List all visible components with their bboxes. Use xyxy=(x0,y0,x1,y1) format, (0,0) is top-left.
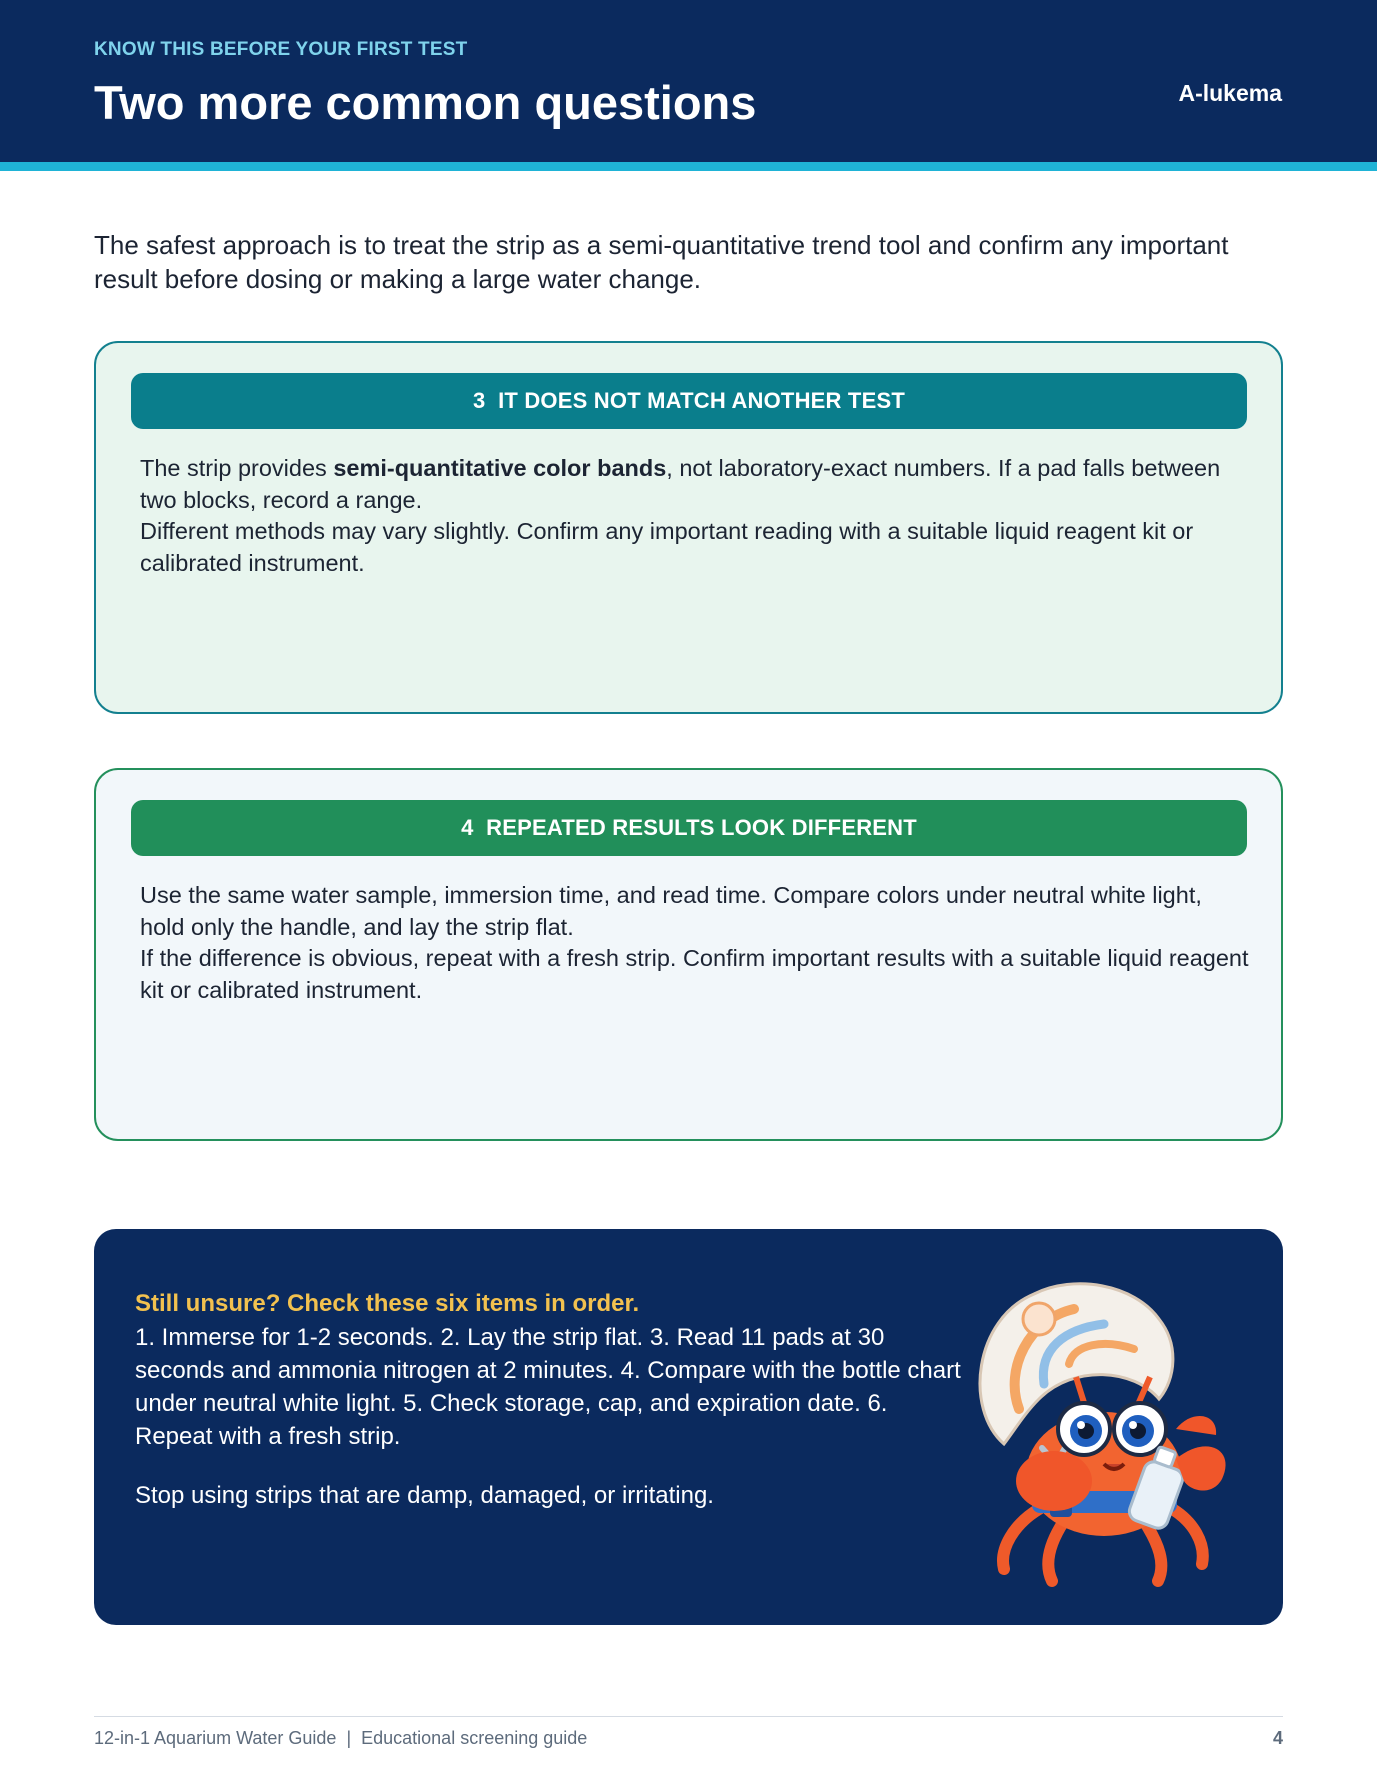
question-card-3 xyxy=(94,341,1283,714)
text-run: , not laboratory-exact numbers. If a pad falls between two blocks, record a range. xyxy=(140,455,1221,513)
card-paragraph xyxy=(140,453,1250,516)
brand-name: A-lukema xyxy=(1178,80,1282,106)
card-number: 4 xyxy=(461,815,474,840)
intro-paragraph: The safest approach is to treat the strip as a semi-quantitative trend tool and confirm any important result before dosing or making a large water change. xyxy=(94,230,1229,294)
card-paragraph: If the difference is obvious, repeat with a fresh strip. Confirm important results with a suitable liquid reagent kit or calibrated instrument. xyxy=(140,945,1249,1003)
card-paragraph: Different methods may vary slightly. Confirm any important reading with a suitable liquid reagent kit or calibrated instrument. xyxy=(140,518,1194,576)
card-title: REPEATED RESULTS LOOK DIFFERENT xyxy=(486,815,917,840)
card-banner xyxy=(131,800,1247,856)
card-number: 3 xyxy=(473,388,486,413)
checklist-steps: 1. Immerse for 1-2 seconds. 2. Lay the strip flat. 3. Read 11 pads at 30 seconds and ammonia nitrogen at 2 minutes. 4. Compare with the bottle chart under neutral white light. 5. Check storage, cap, and expiration date. 6. Repeat with a fresh strip. xyxy=(135,1324,961,1450)
page-title: Two more common questions xyxy=(94,76,757,129)
card-body xyxy=(140,453,1250,579)
card-paragraph: Use the same water sample, immersion time, and read time. Compare colors under neutral white light, hold only the handle, and lay the strip flat. xyxy=(140,882,1202,940)
footer-divider xyxy=(94,1716,1283,1717)
checklist-panel xyxy=(94,1229,1283,1625)
card-body xyxy=(140,880,1250,1006)
question-card-4 xyxy=(94,768,1283,1141)
hermit-crab-mascot-icon xyxy=(944,1259,1244,1589)
checklist-warning: Stop using strips that are damp, damaged, or irritating. xyxy=(135,1482,714,1509)
footer-caption: 12-in-1 Aquarium Water Guide | Educational screening guide xyxy=(94,1728,588,1748)
page-number: 4 xyxy=(1272,1728,1283,1748)
card-banner xyxy=(131,373,1247,429)
header-accent-stripe xyxy=(0,162,1377,171)
card-title: IT DOES NOT MATCH ANOTHER TEST xyxy=(498,388,905,413)
text-run: The strip provides xyxy=(140,455,334,481)
page-header xyxy=(0,0,1377,162)
checklist-title: Still unsure? Check these six items in order. xyxy=(135,1290,640,1317)
bold-text-run: semi-quantitative color bands xyxy=(333,455,667,481)
eyebrow-label: KNOW THIS BEFORE YOUR FIRST TEST xyxy=(94,39,468,60)
